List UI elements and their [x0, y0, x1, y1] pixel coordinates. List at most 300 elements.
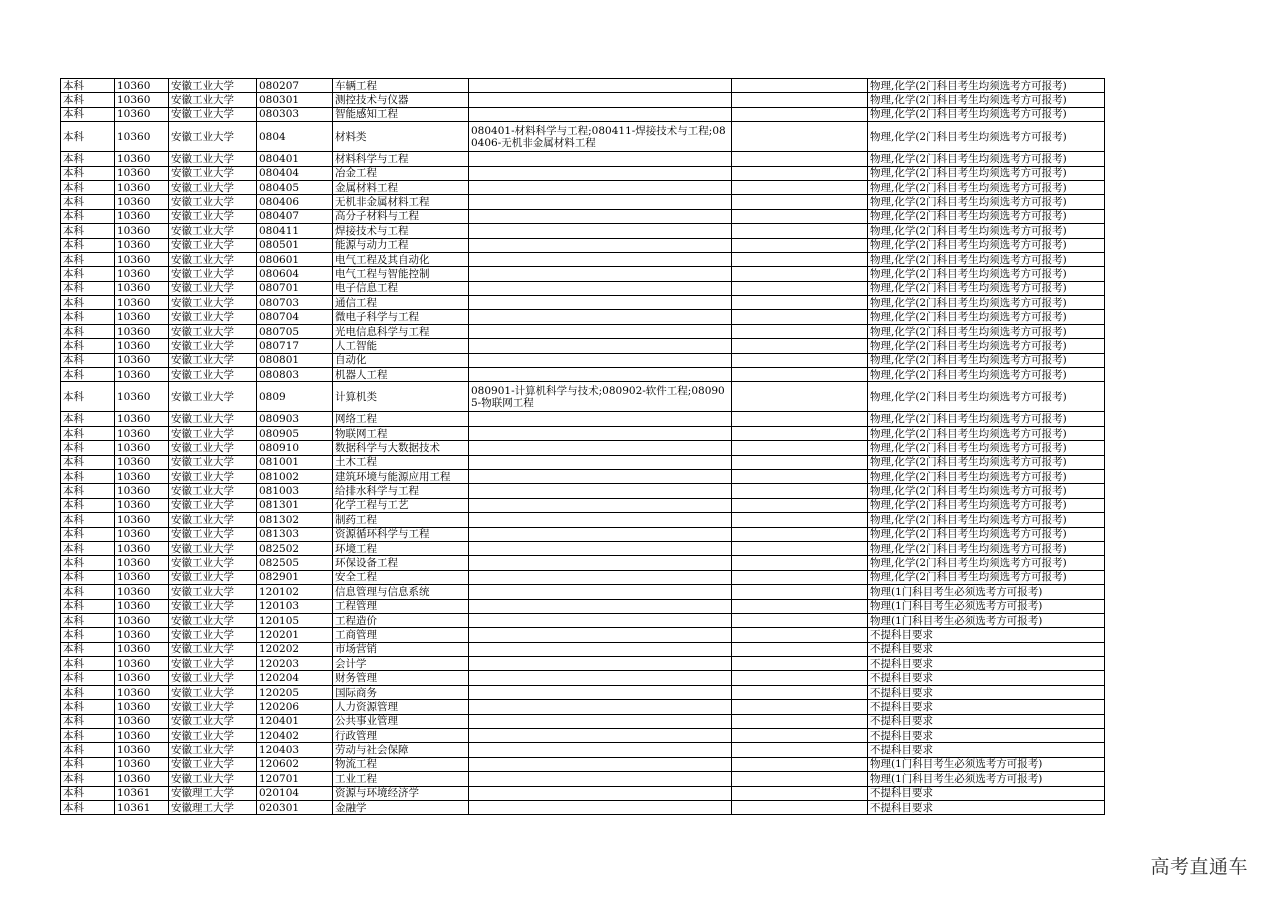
- note-cell: [732, 800, 868, 814]
- table-row: [61, 166, 1105, 180]
- major-code-cell: 020104: [257, 786, 333, 800]
- level-cell: 本科: [61, 166, 115, 180]
- level-cell: 本科: [61, 585, 115, 599]
- major-code-cell: 120204: [257, 671, 333, 685]
- table-row: [61, 224, 1105, 238]
- subject-requirement-cell: 物理(1门科目考生必须选考方可报考): [868, 772, 1105, 786]
- note-cell: [732, 224, 868, 238]
- note-cell: [732, 513, 868, 527]
- school-name-cell: 安徽工业大学: [169, 310, 257, 324]
- table-row: [61, 541, 1105, 555]
- note-cell: [732, 599, 868, 613]
- school-name-cell: 安徽工业大学: [169, 353, 257, 367]
- level-cell: 本科: [61, 527, 115, 541]
- subject-requirement-cell: 物理,化学(2门科目考生均须选考方可报考): [868, 93, 1105, 107]
- major-code-cell: 080301: [257, 93, 333, 107]
- included-majors-cell: [469, 599, 732, 613]
- level-cell: 本科: [61, 469, 115, 483]
- level-cell: 本科: [61, 714, 115, 728]
- subject-requirement-cell: 物理,化学(2门科目考生均须选考方可报考): [868, 166, 1105, 180]
- included-majors-cell: [469, 368, 732, 382]
- subject-requirement-cell: 物理,化学(2门科目考生均须选考方可报考): [868, 426, 1105, 440]
- major-name-cell: 微电子科学与工程: [333, 310, 469, 324]
- school-code-cell: 10360: [115, 484, 169, 498]
- major-code-cell: 120203: [257, 657, 333, 671]
- major-name-cell: 行政管理: [333, 729, 469, 743]
- included-majors-cell: [469, 628, 732, 642]
- subject-requirement-cell: 不提科目要求: [868, 714, 1105, 728]
- major-name-cell: 土木工程: [333, 455, 469, 469]
- subject-requirement-cell: 物理(1门科目考生必须选考方可报考): [868, 599, 1105, 613]
- note-cell: [732, 527, 868, 541]
- table-row: [61, 455, 1105, 469]
- note-cell: [732, 166, 868, 180]
- major-code-cell: 080905: [257, 426, 333, 440]
- subject-requirement-cell: 物理,化学(2门科目考生均须选考方可报考): [868, 570, 1105, 584]
- school-code-cell: 10360: [115, 700, 169, 714]
- subject-requirement-cell: 物理(1门科目考生必须选考方可报考): [868, 757, 1105, 771]
- included-majors-cell: [469, 513, 732, 527]
- subject-requirement-cell: 物理,化学(2门科目考生均须选考方可报考): [868, 368, 1105, 382]
- level-cell: 本科: [61, 757, 115, 771]
- school-code-cell: 10360: [115, 657, 169, 671]
- school-code-cell: 10360: [115, 353, 169, 367]
- major-code-cell: 080303: [257, 107, 333, 121]
- included-majors-cell: [469, 252, 732, 266]
- school-name-cell: 安徽工业大学: [169, 79, 257, 93]
- major-code-cell: 080207: [257, 79, 333, 93]
- level-cell: 本科: [61, 209, 115, 223]
- table-row: [61, 281, 1105, 295]
- major-code-cell: 082502: [257, 541, 333, 555]
- note-cell: [732, 455, 868, 469]
- school-name-cell: 安徽工业大学: [169, 671, 257, 685]
- note-cell: [732, 484, 868, 498]
- major-name-cell: 建筑环境与能源应用工程: [333, 469, 469, 483]
- level-cell: 本科: [61, 513, 115, 527]
- included-majors-cell: [469, 224, 732, 238]
- note-cell: [732, 671, 868, 685]
- note-cell: [732, 296, 868, 310]
- level-cell: 本科: [61, 685, 115, 699]
- note-cell: [732, 412, 868, 426]
- major-name-cell: 资源循环科学与工程: [333, 527, 469, 541]
- school-name-cell: 安徽工业大学: [169, 469, 257, 483]
- major-code-cell: 081001: [257, 455, 333, 469]
- included-majors-cell: [469, 800, 732, 814]
- school-code-cell: 10360: [115, 281, 169, 295]
- school-name-cell: 安徽工业大学: [169, 382, 257, 412]
- subject-requirement-cell: 物理,化学(2门科目考生均须选考方可报考): [868, 281, 1105, 295]
- school-code-cell: 10360: [115, 267, 169, 281]
- note-cell: [732, 195, 868, 209]
- subject-requirement-cell: 物理,化学(2门科目考生均须选考方可报考): [868, 180, 1105, 194]
- major-name-cell: 材料科学与工程: [333, 152, 469, 166]
- table-row: [61, 714, 1105, 728]
- major-name-cell: 冶金工程: [333, 166, 469, 180]
- school-code-cell: 10360: [115, 426, 169, 440]
- table-row: [61, 310, 1105, 324]
- included-majors-cell: [469, 180, 732, 194]
- school-code-cell: 10360: [115, 541, 169, 555]
- table-row: [61, 339, 1105, 353]
- school-name-cell: 安徽工业大学: [169, 426, 257, 440]
- table-row: [61, 556, 1105, 570]
- major-name-cell: 环保设备工程: [333, 556, 469, 570]
- major-name-cell: 金属材料工程: [333, 180, 469, 194]
- included-majors-cell: [469, 757, 732, 771]
- subject-requirement-cell: 物理,化学(2门科目考生均须选考方可报考): [868, 455, 1105, 469]
- level-cell: 本科: [61, 441, 115, 455]
- school-name-cell: 安徽工业大学: [169, 484, 257, 498]
- major-code-cell: 020301: [257, 800, 333, 814]
- table-row: [61, 252, 1105, 266]
- school-name-cell: 安徽工业大学: [169, 224, 257, 238]
- admission-subject-table: [60, 78, 1105, 815]
- note-cell: [732, 79, 868, 93]
- note-cell: [732, 122, 868, 152]
- school-name-cell: 安徽工业大学: [169, 556, 257, 570]
- subject-requirement-cell: 物理,化学(2门科目考生均须选考方可报考): [868, 209, 1105, 223]
- school-code-cell: 10360: [115, 93, 169, 107]
- school-code-cell: 10360: [115, 296, 169, 310]
- school-code-cell: 10360: [115, 166, 169, 180]
- level-cell: 本科: [61, 700, 115, 714]
- major-name-cell: 电子信息工程: [333, 281, 469, 295]
- table-row: [61, 570, 1105, 584]
- major-code-cell: 081301: [257, 498, 333, 512]
- level-cell: 本科: [61, 800, 115, 814]
- level-cell: 本科: [61, 310, 115, 324]
- school-name-cell: 安徽理工大学: [169, 800, 257, 814]
- included-majors-cell: [469, 700, 732, 714]
- major-code-cell: 120401: [257, 714, 333, 728]
- table-row: [61, 107, 1105, 121]
- level-cell: 本科: [61, 599, 115, 613]
- note-cell: [732, 541, 868, 555]
- school-code-cell: 10360: [115, 685, 169, 699]
- school-name-cell: 安徽工业大学: [169, 238, 257, 252]
- major-code-cell: 120403: [257, 743, 333, 757]
- table-row: [61, 368, 1105, 382]
- school-name-cell: 安徽工业大学: [169, 107, 257, 121]
- major-code-cell: 080604: [257, 267, 333, 281]
- school-name-cell: 安徽工业大学: [169, 642, 257, 656]
- school-code-cell: 10360: [115, 412, 169, 426]
- major-name-cell: 焊接技术与工程: [333, 224, 469, 238]
- school-name-cell: 安徽工业大学: [169, 657, 257, 671]
- note-cell: [732, 685, 868, 699]
- table-row: [61, 180, 1105, 194]
- included-majors-cell: [469, 79, 732, 93]
- table-row: [61, 441, 1105, 455]
- included-majors-cell: [469, 613, 732, 627]
- major-code-cell: 080406: [257, 195, 333, 209]
- level-cell: 本科: [61, 339, 115, 353]
- level-cell: 本科: [61, 180, 115, 194]
- major-code-cell: 080801: [257, 353, 333, 367]
- table-row: [61, 209, 1105, 223]
- subject-requirement-cell: 物理,化学(2门科目考生均须选考方可报考): [868, 513, 1105, 527]
- level-cell: 本科: [61, 541, 115, 555]
- table-row: [61, 426, 1105, 440]
- school-code-cell: 10360: [115, 729, 169, 743]
- table-row: [61, 772, 1105, 786]
- major-name-cell: 人工智能: [333, 339, 469, 353]
- subject-requirement-cell: 物理,化学(2门科目考生均须选考方可报考): [868, 498, 1105, 512]
- school-name-cell: 安徽工业大学: [169, 772, 257, 786]
- level-cell: 本科: [61, 296, 115, 310]
- included-majors-cell: [469, 657, 732, 671]
- subject-requirement-cell: 物理,化学(2门科目考生均须选考方可报考): [868, 252, 1105, 266]
- major-name-cell: 金融学: [333, 800, 469, 814]
- major-code-cell: 120402: [257, 729, 333, 743]
- note-cell: [732, 339, 868, 353]
- major-code-cell: 120103: [257, 599, 333, 613]
- major-code-cell: 080407: [257, 209, 333, 223]
- major-code-cell: 080704: [257, 310, 333, 324]
- level-cell: 本科: [61, 613, 115, 627]
- note-cell: [732, 786, 868, 800]
- included-majors-cell: [469, 786, 732, 800]
- major-name-cell: 人力资源管理: [333, 700, 469, 714]
- included-majors-cell: [469, 324, 732, 338]
- major-name-cell: 工商管理: [333, 628, 469, 642]
- school-name-cell: 安徽工业大学: [169, 412, 257, 426]
- major-name-cell: 测控技术与仪器: [333, 93, 469, 107]
- table-row: [61, 267, 1105, 281]
- major-name-cell: 物流工程: [333, 757, 469, 771]
- table-row: [61, 412, 1105, 426]
- table-row: [61, 195, 1105, 209]
- table-row: [61, 743, 1105, 757]
- school-name-cell: 安徽工业大学: [169, 498, 257, 512]
- school-name-cell: 安徽工业大学: [169, 743, 257, 757]
- school-name-cell: 安徽工业大学: [169, 339, 257, 353]
- level-cell: 本科: [61, 484, 115, 498]
- note-cell: [732, 613, 868, 627]
- subject-requirement-cell: 物理,化学(2门科目考生均须选考方可报考): [868, 122, 1105, 152]
- subject-requirement-cell: 不提科目要求: [868, 800, 1105, 814]
- table-row: [61, 642, 1105, 656]
- table-row: [61, 599, 1105, 613]
- level-cell: 本科: [61, 628, 115, 642]
- subject-requirement-cell: 不提科目要求: [868, 729, 1105, 743]
- included-majors-cell: [469, 339, 732, 353]
- table-row: [61, 93, 1105, 107]
- level-cell: 本科: [61, 772, 115, 786]
- included-majors-cell: [469, 772, 732, 786]
- school-code-cell: 10360: [115, 513, 169, 527]
- school-code-cell: 10360: [115, 310, 169, 324]
- subject-requirement-cell: 物理,化学(2门科目考生均须选考方可报考): [868, 353, 1105, 367]
- subject-requirement-cell: 物理,化学(2门科目考生均须选考方可报考): [868, 324, 1105, 338]
- note-cell: [732, 585, 868, 599]
- note-cell: [732, 441, 868, 455]
- table-row: [61, 152, 1105, 166]
- major-name-cell: 电气工程与智能控制: [333, 267, 469, 281]
- school-code-cell: 10360: [115, 714, 169, 728]
- major-code-cell: 080703: [257, 296, 333, 310]
- note-cell: [732, 729, 868, 743]
- school-code-cell: 10360: [115, 368, 169, 382]
- subject-requirement-cell: 物理,化学(2门科目考生均须选考方可报考): [868, 556, 1105, 570]
- level-cell: 本科: [61, 267, 115, 281]
- included-majors-cell: [469, 195, 732, 209]
- school-name-cell: 安徽工业大学: [169, 93, 257, 107]
- level-cell: 本科: [61, 786, 115, 800]
- major-name-cell: 车辆工程: [333, 79, 469, 93]
- school-name-cell: 安徽工业大学: [169, 585, 257, 599]
- school-name-cell: 安徽工业大学: [169, 152, 257, 166]
- school-code-cell: 10360: [115, 122, 169, 152]
- major-name-cell: 劳动与社会保障: [333, 743, 469, 757]
- level-cell: 本科: [61, 152, 115, 166]
- included-majors-cell: [469, 310, 732, 324]
- note-cell: [732, 642, 868, 656]
- table-row: [61, 585, 1105, 599]
- table-row: [61, 757, 1105, 771]
- school-name-cell: 安徽工业大学: [169, 441, 257, 455]
- school-code-cell: 10360: [115, 757, 169, 771]
- school-name-cell: 安徽工业大学: [169, 455, 257, 469]
- school-name-cell: 安徽工业大学: [169, 324, 257, 338]
- level-cell: 本科: [61, 556, 115, 570]
- note-cell: [732, 426, 868, 440]
- table-row: [61, 729, 1105, 743]
- level-cell: 本科: [61, 224, 115, 238]
- subject-requirement-cell: 物理,化学(2门科目考生均须选考方可报考): [868, 382, 1105, 412]
- major-code-cell: 081303: [257, 527, 333, 541]
- major-code-cell: 080601: [257, 252, 333, 266]
- school-name-cell: 安徽工业大学: [169, 541, 257, 555]
- included-majors-cell: [469, 296, 732, 310]
- major-name-cell: 工程造价: [333, 613, 469, 627]
- school-name-cell: 安徽工业大学: [169, 700, 257, 714]
- included-majors-cell: [469, 107, 732, 121]
- school-code-cell: 10360: [115, 743, 169, 757]
- subject-requirement-cell: 不提科目要求: [868, 685, 1105, 699]
- included-majors-cell: [469, 412, 732, 426]
- school-code-cell: 10360: [115, 224, 169, 238]
- subject-requirement-cell: 物理,化学(2门科目考生均须选考方可报考): [868, 412, 1105, 426]
- school-code-cell: 10360: [115, 570, 169, 584]
- school-name-cell: 安徽工业大学: [169, 757, 257, 771]
- school-name-cell: 安徽工业大学: [169, 599, 257, 613]
- major-code-cell: 0809: [257, 382, 333, 412]
- note-cell: [732, 281, 868, 295]
- table-row: [61, 353, 1105, 367]
- note-cell: [732, 353, 868, 367]
- major-name-cell: 财务管理: [333, 671, 469, 685]
- school-code-cell: 10360: [115, 469, 169, 483]
- major-name-cell: 机器人工程: [333, 368, 469, 382]
- school-name-cell: 安徽工业大学: [169, 685, 257, 699]
- major-name-cell: 物联网工程: [333, 426, 469, 440]
- school-code-cell: 10360: [115, 382, 169, 412]
- included-majors-cell: [469, 642, 732, 656]
- major-name-cell: 会计学: [333, 657, 469, 671]
- table-row: [61, 685, 1105, 699]
- major-code-cell: 081002: [257, 469, 333, 483]
- major-name-cell: 信息管理与信息系统: [333, 585, 469, 599]
- note-cell: [732, 324, 868, 338]
- note-cell: [732, 368, 868, 382]
- included-majors-cell: [469, 426, 732, 440]
- major-code-cell: 080803: [257, 368, 333, 382]
- major-code-cell: 080401: [257, 152, 333, 166]
- level-cell: 本科: [61, 729, 115, 743]
- major-name-cell: 无机非金属材料工程: [333, 195, 469, 209]
- level-cell: 本科: [61, 324, 115, 338]
- major-code-cell: 120201: [257, 628, 333, 642]
- level-cell: 本科: [61, 498, 115, 512]
- table-row: [61, 513, 1105, 527]
- school-code-cell: 10360: [115, 772, 169, 786]
- school-code-cell: 10361: [115, 786, 169, 800]
- school-code-cell: 10360: [115, 498, 169, 512]
- level-cell: 本科: [61, 570, 115, 584]
- subject-requirement-cell: 物理,化学(2门科目考生均须选考方可报考): [868, 469, 1105, 483]
- school-code-cell: 10360: [115, 441, 169, 455]
- note-cell: [732, 757, 868, 771]
- included-majors-cell: 080901-计算机科学与技术;080902-软件工程;080905-物联网工程: [469, 382, 732, 412]
- included-majors-cell: [469, 585, 732, 599]
- subject-requirement-cell: 不提科目要求: [868, 642, 1105, 656]
- table-row: [61, 700, 1105, 714]
- school-name-cell: 安徽工业大学: [169, 267, 257, 281]
- major-name-cell: 光电信息科学与工程: [333, 324, 469, 338]
- level-cell: 本科: [61, 353, 115, 367]
- level-cell: 本科: [61, 412, 115, 426]
- table-row: [61, 671, 1105, 685]
- major-name-cell: 安全工程: [333, 570, 469, 584]
- subject-requirement-cell: 不提科目要求: [868, 786, 1105, 800]
- included-majors-cell: [469, 541, 732, 555]
- watermark-text: 高考直通车: [1150, 856, 1248, 878]
- included-majors-cell: [469, 527, 732, 541]
- subject-requirement-cell: 物理,化学(2门科目考生均须选考方可报考): [868, 107, 1105, 121]
- school-code-cell: 10360: [115, 238, 169, 252]
- school-name-cell: 安徽工业大学: [169, 195, 257, 209]
- level-cell: 本科: [61, 107, 115, 121]
- major-name-cell: 市场营销: [333, 642, 469, 656]
- included-majors-cell: 080401-材料科学与工程;080411-焊接技术与工程;080406-无机非金属材料工程: [469, 122, 732, 152]
- school-code-cell: 10360: [115, 556, 169, 570]
- table-row: [61, 382, 1105, 412]
- major-name-cell: 数据科学与大数据技术: [333, 441, 469, 455]
- major-code-cell: 082901: [257, 570, 333, 584]
- major-code-cell: 120602: [257, 757, 333, 771]
- major-code-cell: 120105: [257, 613, 333, 627]
- included-majors-cell: [469, 93, 732, 107]
- school-name-cell: 安徽工业大学: [169, 613, 257, 627]
- note-cell: [732, 498, 868, 512]
- included-majors-cell: [469, 166, 732, 180]
- school-code-cell: 10360: [115, 107, 169, 121]
- included-majors-cell: [469, 267, 732, 281]
- subject-requirement-cell: 物理,化学(2门科目考生均须选考方可报考): [868, 310, 1105, 324]
- level-cell: 本科: [61, 657, 115, 671]
- included-majors-cell: [469, 441, 732, 455]
- school-code-cell: 10361: [115, 800, 169, 814]
- subject-requirement-cell: 物理,化学(2门科目考生均须选考方可报考): [868, 195, 1105, 209]
- level-cell: 本科: [61, 426, 115, 440]
- level-cell: 本科: [61, 743, 115, 757]
- level-cell: 本科: [61, 252, 115, 266]
- note-cell: [732, 238, 868, 252]
- note-cell: [732, 152, 868, 166]
